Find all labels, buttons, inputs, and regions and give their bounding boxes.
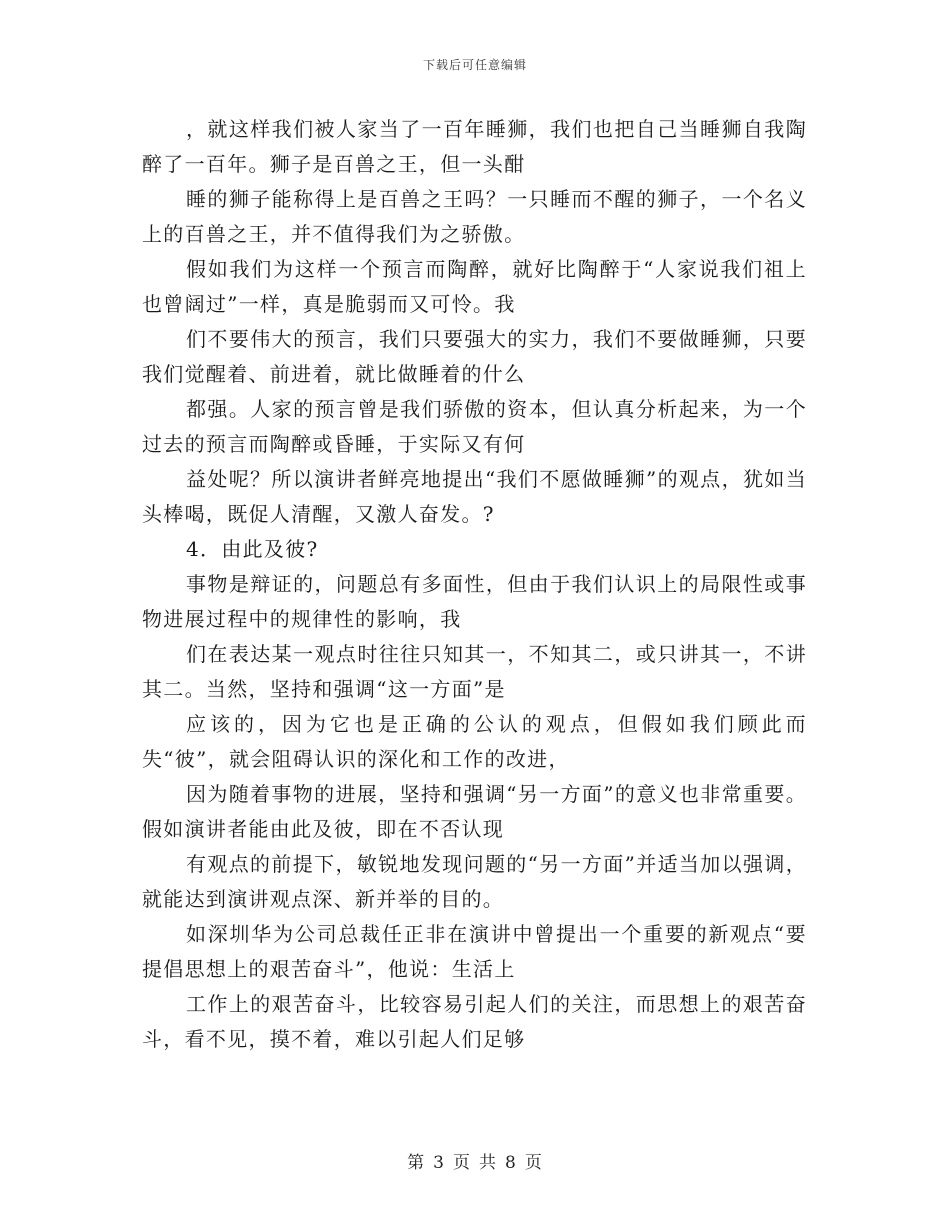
page-footer <box>0 1148 950 1173</box>
paragraph: 睡的狮子能称得上是百兽之王吗？一只睡而不醒的狮子，一个名义上的百兽之王，并不值得我们为之骄傲。 <box>142 187 807 246</box>
paragraph: 如深圳华为公司总裁任正非在演讲中曾提出一个重要的新观点“要提倡思想上的艰苦奋斗”，他说：生活上 <box>142 922 807 981</box>
section-heading: 4．由此及彼? <box>186 537 319 561</box>
page-label-mid1: 页 <box>453 1153 471 1173</box>
page-label-prefix: 第 <box>407 1153 426 1173</box>
paragraph: 假如我们为这样一个预言而陶醉，就好比陶醉于“人家说我们祖上也曾阔过”一样，真是脆弱而又可怜。我 <box>142 257 807 316</box>
paragraph: ，就这样我们被人家当了一百年睡狮，我们也把自己当睡狮自我陶醉了一百年。狮子是百兽之王，但一头酣 <box>142 117 807 176</box>
paragraph: 们在表达某一观点时往往只知其一，不知其二，或只讲其一，不讲其二。当然，坚持和强调“这一方面”是 <box>142 642 807 701</box>
page-label-suffix: 页 <box>524 1153 543 1173</box>
paragraph: 有观点的前提下，敏锐地发现问题的“另一方面”并适当加以强调，就能达到演讲观点深、新并举的目的。 <box>142 852 807 911</box>
paragraph: 益处呢？所以演讲者鲜亮地提出“我们不愿做睡狮”的观点，犹如当头棒喝，既促人清醒，又激人奋发。? <box>142 467 807 526</box>
header-note: 下载后可任意编辑 <box>422 58 527 72</box>
paragraph: 因为随着事物的进展，坚持和强调“另一方面”的意义也非常重要。假如演讲者能由此及彼，即在不否认现 <box>142 782 807 841</box>
paragraph: 应该的，因为它也是正确的公认的观点，但假如我们顾此而失“彼”，就会阻碍认识的深化和工作的改进， <box>142 712 807 771</box>
page-number-current: 3 <box>433 1153 445 1173</box>
page-label-mid2: 共 <box>479 1153 497 1173</box>
paragraph: 们不要伟大的预言，我们只要强大的实力，我们不要做睡狮，只要我们觉醒着、前进着，就比做睡着的什么 <box>142 327 807 386</box>
paragraph: 事物是辩证的，问题总有多面性，但由于我们认识上的局限性或事物进展过程中的规律性的影响，我 <box>142 572 807 631</box>
paragraph: 工作上的艰苦奋斗，比较容易引起人们的关注，而思想上的艰苦奋斗，看不见，摸不着，难以引起人们足够 <box>142 992 807 1051</box>
paragraph: 都强。人家的预言曾是我们骄傲的资本，但认真分析起来，为一个过去的预言而陶醉或昏睡，于实际又有何 <box>142 397 807 456</box>
page-number-total: 8 <box>505 1153 517 1173</box>
document-body <box>142 112 807 1057</box>
